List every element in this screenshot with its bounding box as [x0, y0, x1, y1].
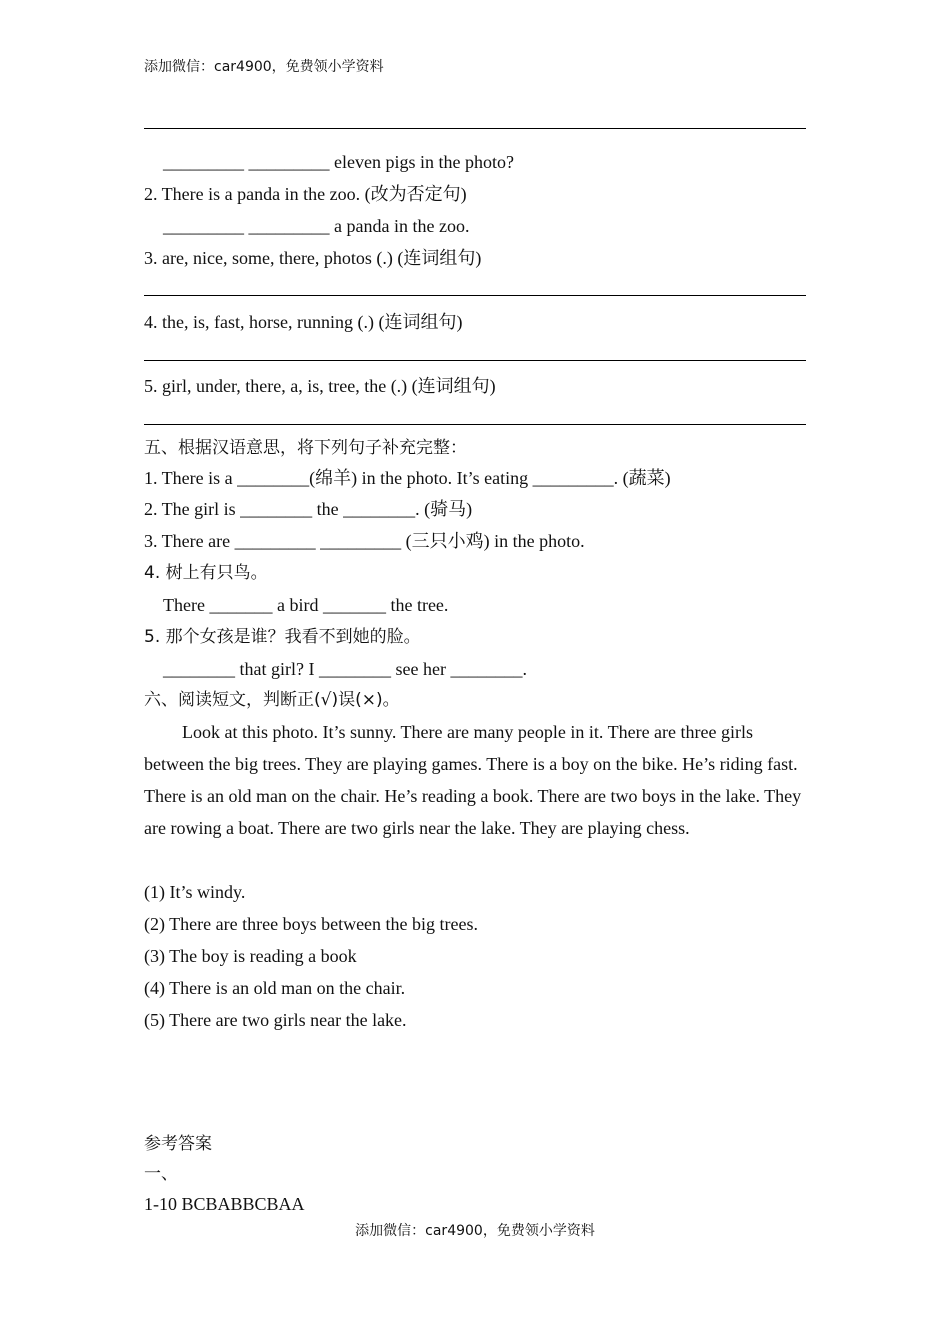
s5-q5-en: ________ that girl? I ________ see her ________.: [163, 659, 527, 679]
s6-item-5: (5) There are two girls near the lake.: [144, 1010, 407, 1030]
footer-watermark: 添加微信：car4900，免费领小学资料: [355, 1223, 595, 1239]
s6-title: 六、阅读短文，判断正(√)误(×)。: [144, 690, 400, 710]
s5-q2: 2. The girl is ________ the ________. (骑马): [144, 499, 473, 519]
s4-q2-prompt: 2. There is a panda in the zoo. (改为否定句): [144, 184, 467, 204]
answers-part1-values: 1-10 BCBABBCBAA: [144, 1194, 305, 1214]
s4-q4-prompt: 4. the, is, fast, horse, running (.) (连词组句): [144, 312, 463, 332]
s4-q1-answer: _________ _________ eleven pigs in the photo?: [163, 152, 514, 172]
s4-q5-answer-line: [144, 424, 806, 425]
s5-title: 五、根据汉语意思，将下列句子补充完整：: [144, 438, 467, 458]
s6-item-2: (2) There are three boys between the big trees.: [144, 914, 479, 934]
answers-part1: 一、: [144, 1164, 178, 1184]
s6-item-4: (4) There is an old man on the chair.: [144, 978, 406, 998]
s5-q4-en: There _______ a bird _______ the tree.: [163, 595, 449, 615]
s6-item-3: (3) The boy is reading a book: [144, 946, 357, 966]
header-watermark: 添加微信：car4900，免费领小学资料: [144, 59, 384, 75]
s6-passage: Look at this photo. It’s sunny. There are many people in it. There are three girls between the big trees. They are playing games. There is a boy on the bike. He’s riding fast. There is an old man on the chair. He’s reading a book. There are two boys in the lake. They are rowing a boat. There are two girls near the lake. They are playing chess.: [144, 722, 802, 838]
s4-q2-answer: _________ _________ a panda in the zoo.: [163, 216, 470, 236]
s4-q3-answer-line: [144, 295, 806, 296]
s4-q5-prompt: 5. girl, under, there, a, is, tree, the (.) (连词组句): [144, 376, 496, 396]
s4-q3-prompt: 3. are, nice, some, there, photos (.) (连词组句): [144, 248, 482, 268]
answers-title: 参考答案: [144, 1134, 212, 1154]
answer-line-top: [144, 128, 806, 129]
s4-q4-answer-line: [144, 360, 806, 361]
s5-q5-cn: 5. 那个女孩是谁？我看不到她的脸。: [144, 627, 421, 647]
s6-item-1: (1) It’s windy.: [144, 882, 246, 902]
s5-q4-cn: 4. 树上有只鸟。: [144, 563, 268, 583]
s5-q3: 3. There are _________ _________ (三只小鸡) in the photo.: [144, 531, 585, 551]
s5-q1: 1. There is a ________(绵羊) in the photo. It’s eating _________. (蔬菜): [144, 468, 671, 488]
